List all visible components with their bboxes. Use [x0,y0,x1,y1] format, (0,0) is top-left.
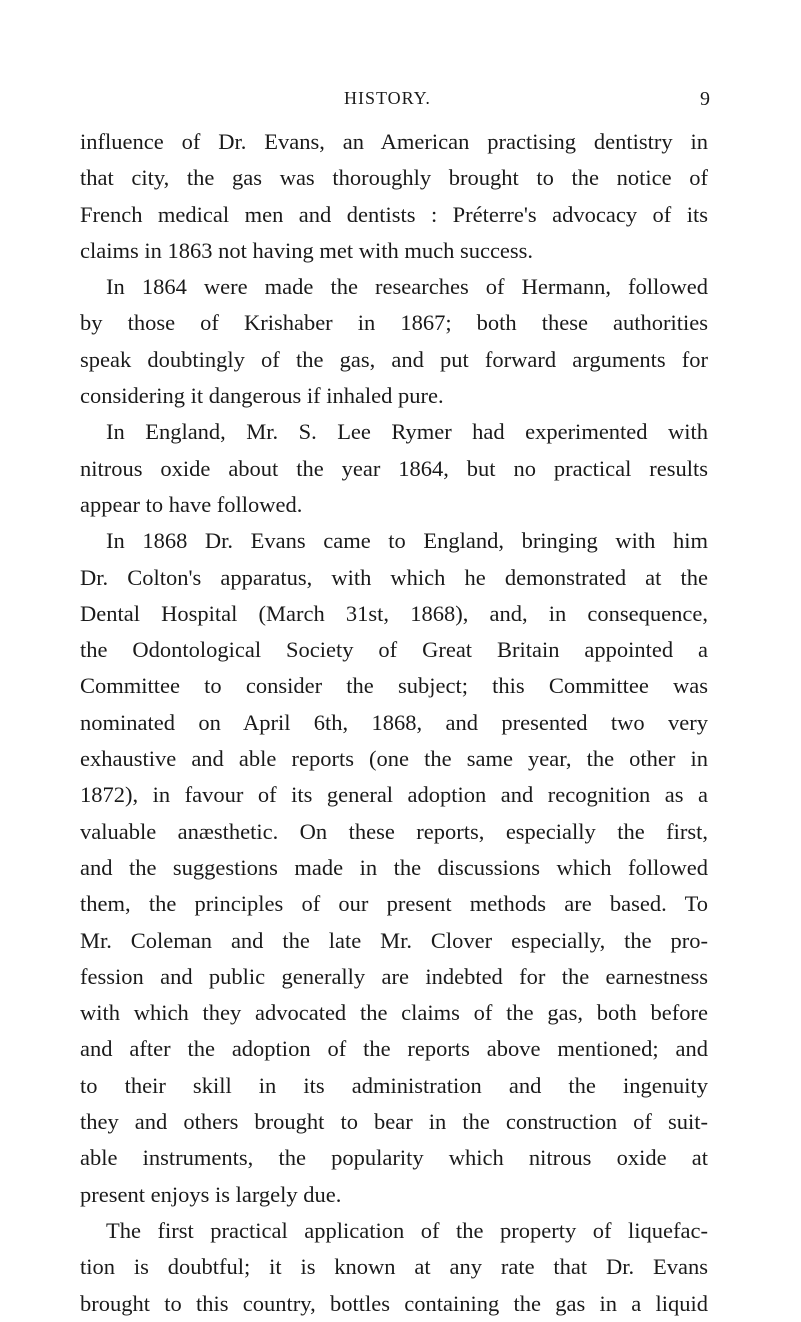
text-line: In 1864 were made the researches of Hermann, followed [106,274,708,300]
text-line: nitrous oxide about the year 1864, but no practical results [80,455,708,481]
text-line: with which they advocated the claims of the gas, both before [80,1000,708,1026]
text-line: In 1868 Dr. Evans came to England, bringing with him [106,528,708,554]
text-line: that city, the gas was thoroughly brought to the notice of [80,165,708,191]
text-line: influence of Dr. Evans, an American practising dentistry in [80,129,708,154]
text-line: by those of Krishaber in 1867; both these authorities [80,310,708,336]
text-line: them, the principles of our present methods are based. To [80,891,708,917]
running-title: HISTORY. [344,88,431,108]
text-line: The first practical application of the property of liquefac- [106,1217,708,1243]
text-line: In England, Mr. S. Lee Rymer had experimented with [106,419,708,445]
running-head [0,88,801,110]
text-line: appear to have followed. [80,491,303,517]
text-line: and after the adoption of the reports above mentioned; and [80,1036,708,1062]
text-line: present enjoys is largely due. [80,1181,342,1207]
text-line: claims in 1863 not having met with much success. [80,237,534,263]
text-line: speak doubtingly of the gas, and put forward arguments for [80,346,708,372]
body-text [80,124,708,1322]
text-line: Dental Hospital (March 31st, 1868), and, in consequence, [80,600,708,626]
text-line: and the suggestions made in the discussions which followed [80,854,708,880]
text-line: 1872), in favour of its general adoption and recognition as a [80,782,708,808]
text-line: brought to this country, bottles containing the gas in a liquid [80,1290,708,1316]
text-line: able instruments, the popularity which nitrous oxide at [80,1145,708,1171]
text-line: to their skill in its administration and the ingenuity [80,1072,708,1098]
text-line: exhaustive and able reports (one the same year, the other in [80,746,708,772]
text-line: valuable anæsthetic. On these reports, especially the first, [80,818,708,844]
text-line: tion is doubtful; it is known at any rate that Dr. Evans [80,1254,708,1280]
text-line: fession and public generally are indebted for the earnestness [80,963,708,989]
text-line: Dr. Colton's apparatus, with which he demonstrated at the [80,564,708,590]
text-line: Committee to consider the subject; this Committee was [80,673,708,699]
text-line: the Odontological Society of Great Britain appointed a [80,637,708,663]
text-line: they and others brought to bear in the construction of suit- [80,1109,708,1135]
text-line: nominated on April 6th, 1868, and presented two very [80,709,708,735]
page-number: 9 [700,88,711,110]
text-line: French medical men and dentists : Préterre's advocacy of its [80,201,708,227]
text-line: considering it dangerous if inhaled pure. [80,383,444,409]
text-line: Mr. Coleman and the late Mr. Clover especially, the pro- [80,927,708,953]
